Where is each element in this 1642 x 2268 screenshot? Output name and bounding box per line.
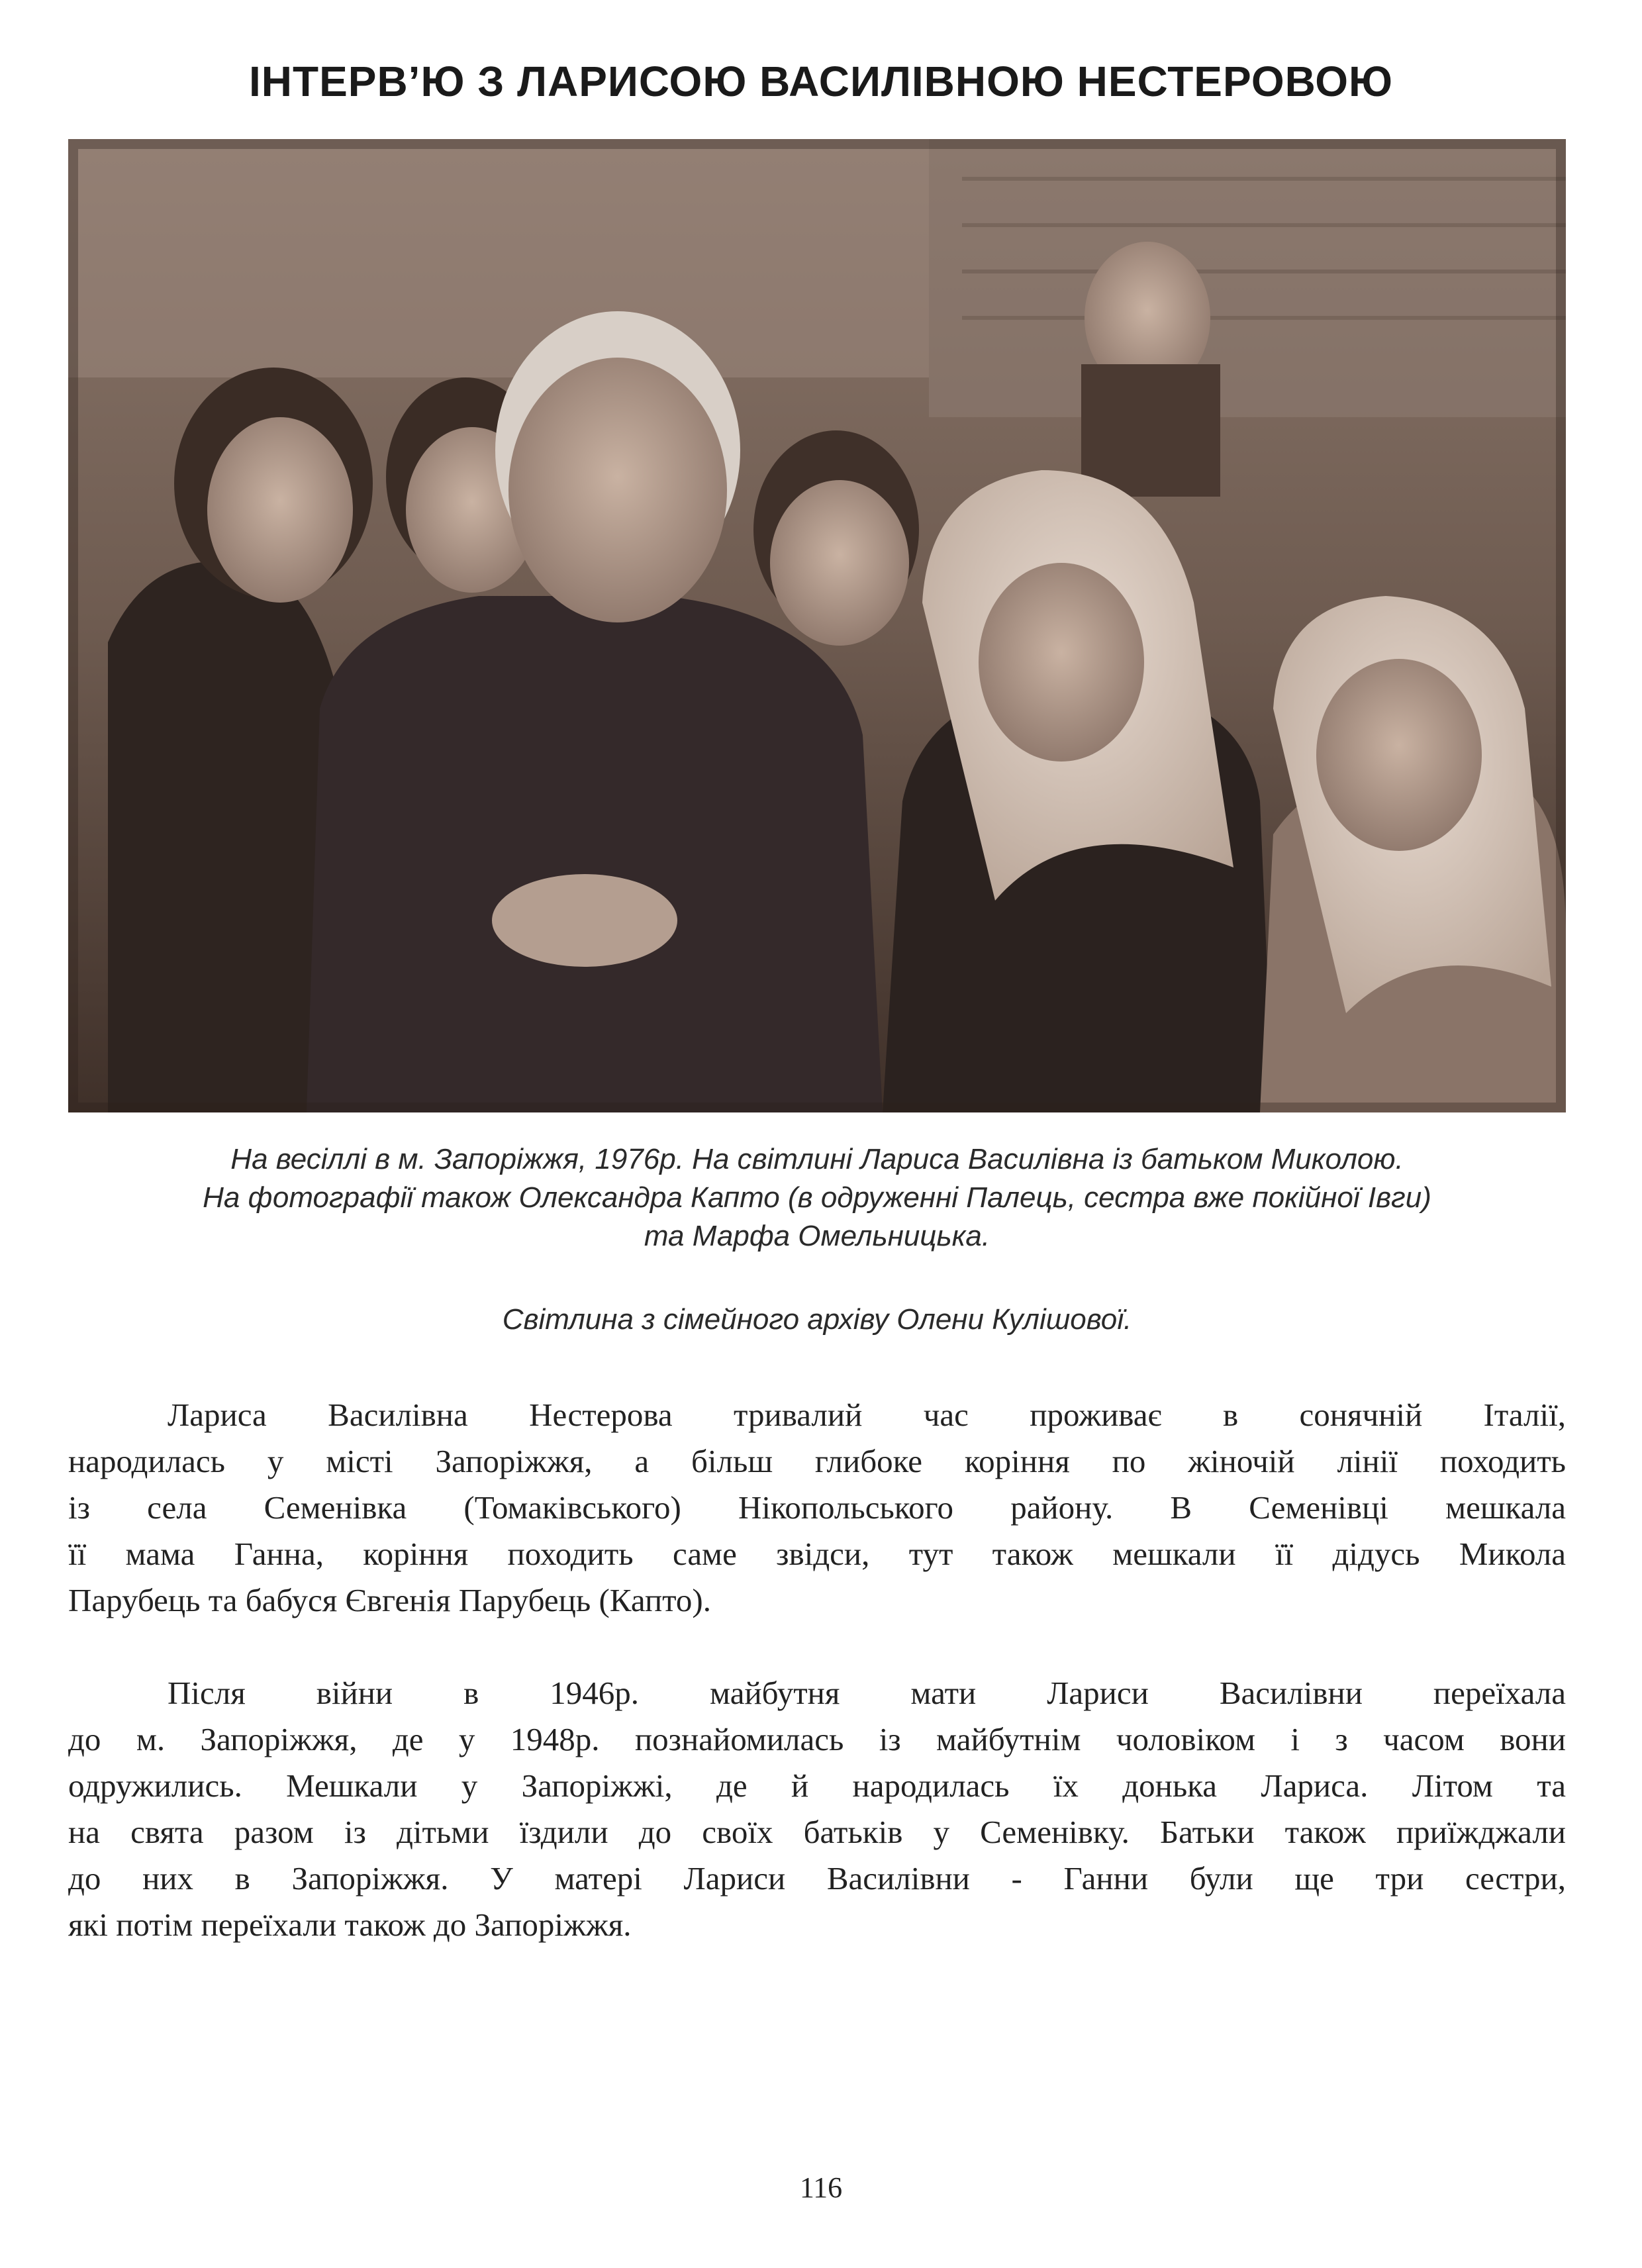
- paragraph-line: Лариса Василівна Нестерова тривалий час проживає в сонячній Італії,: [168, 1397, 1566, 1433]
- paragraph-line: на свята разом із дітьми їздили до своїх батьків у Семенівку. Батьки також приїжджали: [68, 1814, 1566, 1850]
- page-title: ІНТЕРВ’Ю З ЛАРИСОЮ ВАСИЛІВНОЮ НЕСТЕРОВОЮ: [248, 58, 1394, 105]
- paragraph-1: [68, 1392, 1566, 1624]
- caption-line: На весіллі в м. Запоріжжя, 1976р. На світлині Лариса Василівна із батьком Миколою.: [230, 1143, 1404, 1175]
- photo-caption: [68, 1140, 1566, 1256]
- paragraph-line: до них в Запоріжжя. У матері Лариси Василівни - Ганни були ще три сестри,: [68, 1860, 1566, 1897]
- paragraph-line: народилась у місті Запоріжжя, а більш глибоке коріння по жіночій лінії походить: [68, 1443, 1566, 1479]
- paragraph-line: Парубець та бабуся Євгенія Парубець (Капто).: [68, 1582, 712, 1618]
- caption-line: На фотографії також Олександра Капто (в одруженні Палець, сестра вже покійної Івги): [203, 1181, 1431, 1214]
- figure-man-top-right: [1081, 242, 1220, 497]
- page-number: 116: [799, 2171, 843, 2204]
- sepia-group-photo: [68, 139, 1566, 1112]
- paragraph-line: її мама Ганна, коріння походить саме звідси, тут також мешкали її дідусь Микола: [68, 1536, 1566, 1572]
- photo-source: Світлина з сімейного архіву Олени Кулішової.: [502, 1303, 1132, 1336]
- paragraph-line: які потім переїхали також до Запоріжжя.: [68, 1906, 632, 1943]
- caption-line: та Марфа Омельницька.: [644, 1220, 990, 1252]
- paragraph-line: із села Семенівка (Томаківського) Нікопольського району. В Семенівці мешкала: [68, 1489, 1566, 1526]
- paragraph-2: [68, 1670, 1566, 1948]
- paragraph-line: Після війни в 1946р. майбутня мати Лариси Василівни переїхала: [168, 1675, 1566, 1711]
- paragraph-line: до м. Запоріжжя, де у 1948р. познайомилась із майбутнім чоловіком і з часом вони: [68, 1721, 1566, 1757]
- paragraph-line: одружились. Мешкали у Запоріжжі, де й народилась їх донька Лариса. Літом та: [68, 1767, 1566, 1804]
